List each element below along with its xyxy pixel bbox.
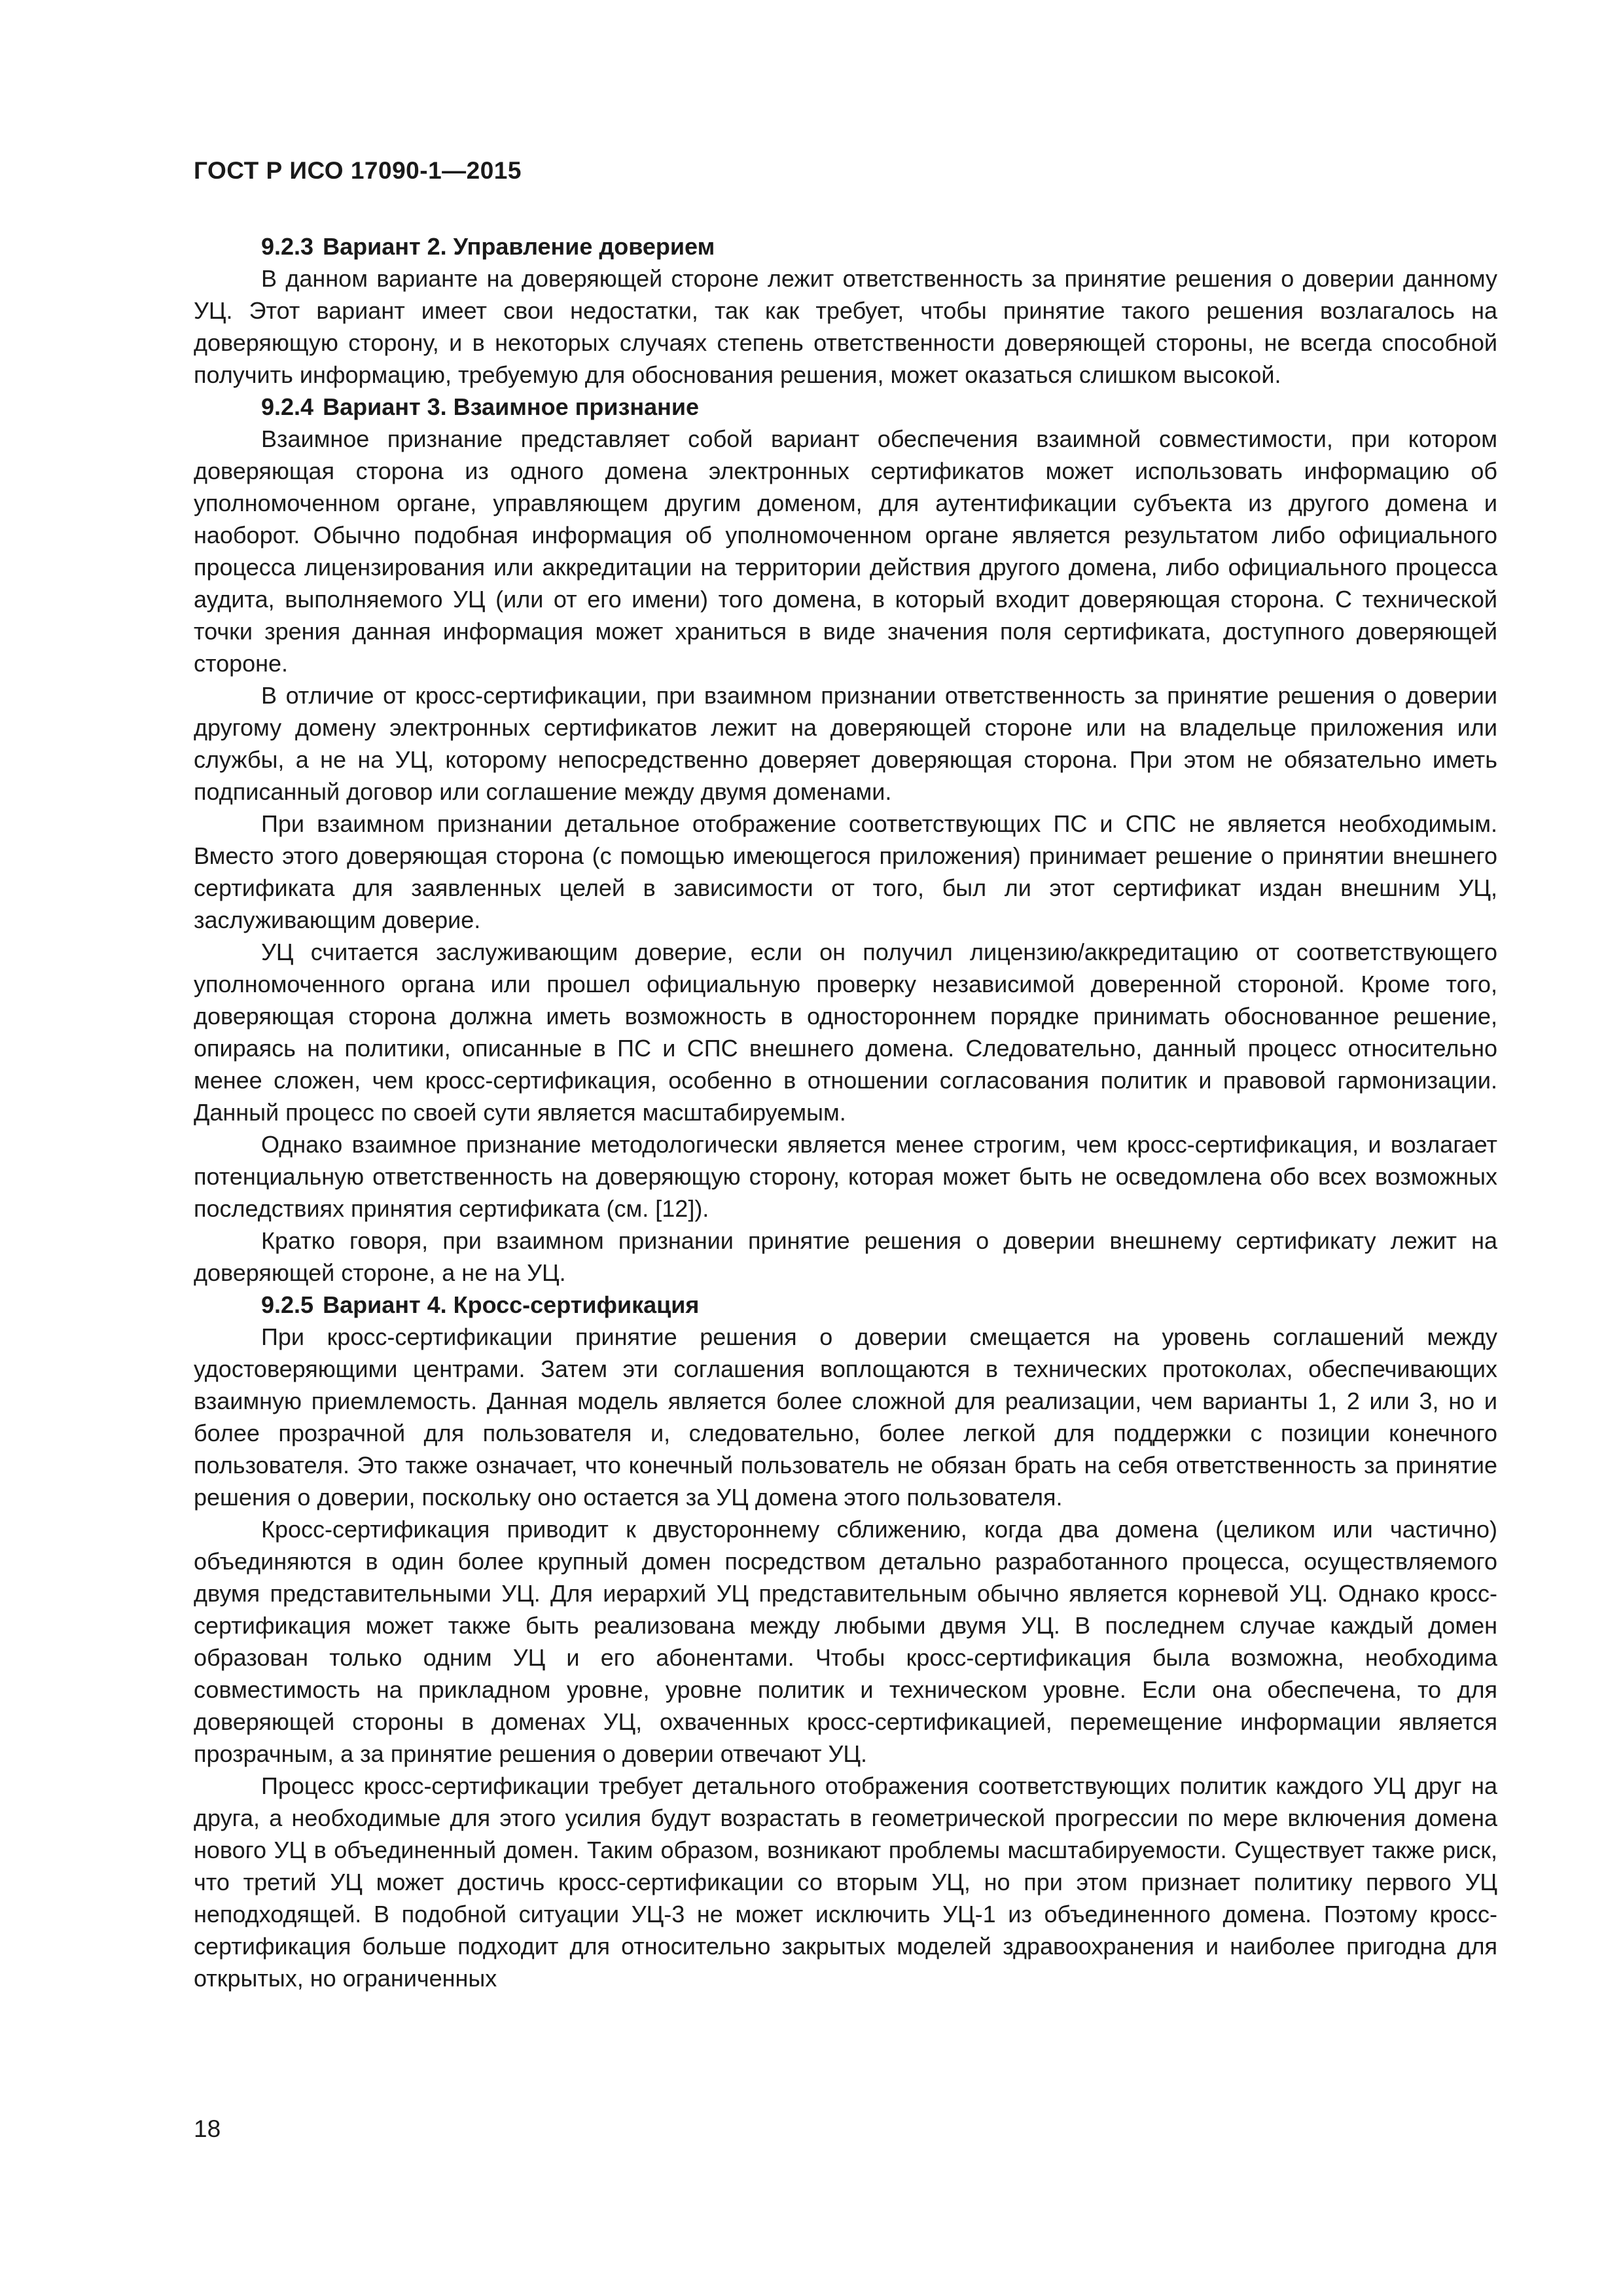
page-number: 18 <box>194 2115 221 2142</box>
section-title: Вариант 3. Взаимное признание <box>323 393 700 420</box>
paragraph: При кросс-сертификации принятие решения о доверии смещается на уровень соглашений между удостоверяющими центрами. Затем эти соглашения воплощаются в технических протоколах, обеспечивающих взаимную приемлемость. Данная модель является более сложной для реализации, чем варианты 1, 2 или 3, но и более прозрачной для пользователя и, следовательно, более легкой для поддержки с позиции конечного пользователя. Это также означает, что конечный пользователь не обязан брать на себя ответственность за принятие решения о доверии, поскольку оно остается за УЦ домена этого пользователя. <box>194 1323 1497 1511</box>
paragraph: В данном варианте на доверяющей стороне лежит ответственность за принятие решения о доверии данному УЦ. Этот вариант имеет свои недостатки, так как требует, чтобы принятие такого решения возлагалось на доверяющую сторону, и в некоторых случаях степень ответственности доверяющей стороны, не всегда способной получить информацию, требуемую для обоснования решения, может оказаться слишком высокой. <box>194 265 1497 388</box>
document-header: ГОСТ Р ИСО 17090-1—2015 <box>194 157 522 184</box>
section-9-2-5 <box>194 1289 1497 1994</box>
paragraph: Кратко говоря, при взаимном признании принятие решения о доверии внешнему сертификату лежит на доверяющей стороне, а не на УЦ. <box>194 1227 1497 1286</box>
document-body <box>194 230 1497 1994</box>
paragraph: УЦ считается заслуживающим доверие, если он получил лицензию/аккредитацию от соответствующего уполномоченного органа или прошел официальную проверку независимой доверенной стороной. Кроме того, доверяющая сторона должна иметь возможность в одностороннем порядке принимать обоснованное решение, опираясь на политики, описанные в ПС и СПС внешнего домена. Следовательно, данный процесс относительно менее сложен, чем кросс-сертификация, особенно в отношении согласования политик и правовой гармонизации. Данный процесс по своей сути является масштабируемым. <box>194 939 1497 1126</box>
section-9-2-3 <box>194 230 1497 391</box>
section-heading <box>194 391 1497 423</box>
paragraph: Кросс-сертификация приводит к двустороннему сближению, когда два домена (целиком или частично) объединяются в один более крупный домен посредством детально разработанного процесса, осуществляемого двумя представительными УЦ. Для иерархий УЦ представительным обычно является корневой УЦ. Однако кросс-сертификация может также быть реализована между любыми двумя УЦ. В последнем случае каждый домен образован только одним УЦ и его абонентами. Чтобы кросс-сертификация была возможна, необходима совместимость на прикладном уровне, уровне политик и техническом уровне. Если она обеспечена, то для доверяющей стороны в доменах УЦ, охваченных кросс-сертификацией, перемещение информации является прозрачным, а за принятие решения о доверии отвечают УЦ. <box>194 1516 1497 1767</box>
section-9-2-4 <box>194 391 1497 1289</box>
section-number: 9.2.4 <box>261 393 314 420</box>
paragraph: Взаимное признание представляет собой вариант обеспечения взаимной совместимости, при котором доверяющая сторона из одного домена электронных сертификатов может использовать информацию об уполномоченном органе, управляющем другим доменом, для аутентификации субъекта из другого домена и наоборот. Обычно подобная информация об уполномоченном органе является результатом либо официального процесса лицензирования или аккредитации на территории действия другого домена, либо официального процесса аудита, выполняемого УЦ (или от его имени) того домена, в который входит доверяющая сторона. С технической точки зрения данная информация может храниться в виде значения поля сертификата, доступного доверяющей стороне. <box>194 425 1497 677</box>
section-heading <box>194 230 1497 262</box>
section-number: 9.2.5 <box>261 1291 314 1318</box>
section-number: 9.2.3 <box>261 233 314 260</box>
paragraph: В отличие от кросс-сертификации, при взаимном признании ответственность за принятие решения о доверии другому домену электронных сертификатов лежит на доверяющей стороне или на владельце приложения или службы, а не на УЦ, которому непосредственно доверяет доверяющая сторона. При этом не обязательно иметь подписанный договор или соглашение между двумя доменами. <box>194 682 1497 805</box>
paragraph: Однако взаимное признание методологически является менее строгим, чем кросс-сертификация, и возлагает потенциальную ответственность на доверяющую сторону, которая может быть не осведомлена обо всех возможных последствиях принятия сертификата (см. [12]). <box>194 1131 1497 1222</box>
section-heading <box>194 1289 1497 1321</box>
section-title: Вариант 2. Управление доверием <box>323 233 715 260</box>
paragraph: Процесс кросс-сертификации требует детального отображения соответствующих политик каждого УЦ друг на друга, а необходимые для этого усилия будут возрастать в геометрической прогрессии по мере включения домена нового УЦ в объединенный домен. Таким образом, возникают проблемы масштабируемости. Существует также риск, что третий УЦ может достичь кросс-сертификации со вторым УЦ, но при этом признает политику первого УЦ неподходящей. В подобной ситуации УЦ-3 не может исключить УЦ-1 из объединенного домена. Поэтому кросс-сертификация больше подходит для относительно закрытых моделей здравоохранения и наиболее пригодна для открытых, но ограниченных <box>194 1772 1497 1992</box>
paragraph: При взаимном признании детальное отображение соответствующих ПС и СПС не является необходимым. Вместо этого доверяющая сторона (с помощью имеющегося приложения) принимает решение о принятии внешнего сертификата для заявленных целей в зависимости от того, был ли этот сертификат издан внешним УЦ, заслуживающим доверие. <box>194 810 1497 933</box>
section-title: Вариант 4. Кросс-сертификация <box>323 1291 700 1318</box>
